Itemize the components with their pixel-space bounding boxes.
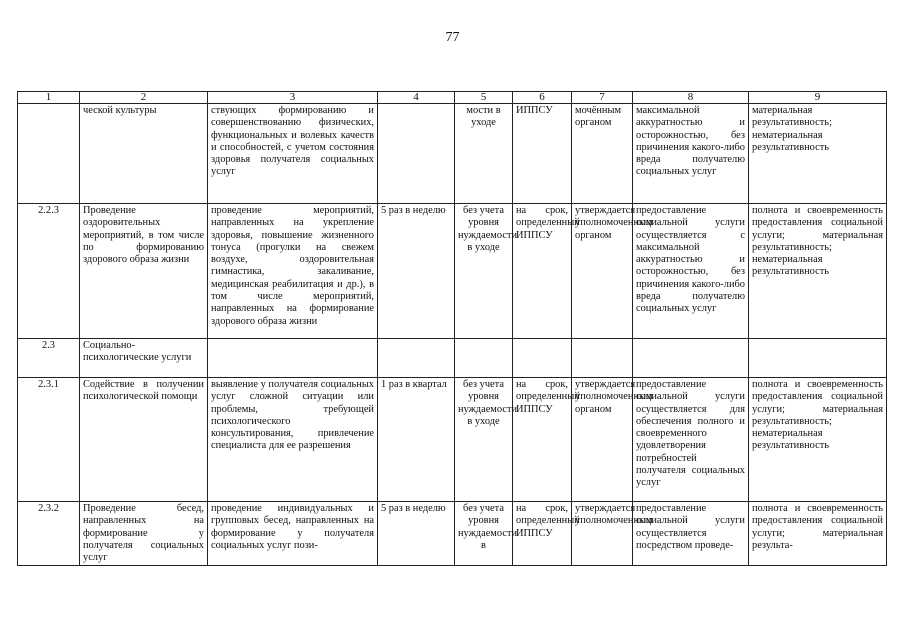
services-table bbox=[17, 91, 887, 566]
table-cell: Содействие в получении психологической помощи bbox=[80, 378, 208, 502]
table-cell bbox=[455, 339, 513, 378]
table-cell bbox=[513, 339, 572, 378]
table-cell: ческой культуры bbox=[80, 104, 208, 204]
table-cell: полнота и своевременность предоставления социальной услуги; материальная результативность; нематериальная результативность bbox=[749, 204, 887, 339]
table-cell: предоставление социальной услуги осуществляется посредством проведе- bbox=[633, 502, 749, 566]
table-cell bbox=[378, 104, 455, 204]
column-header: 8 bbox=[633, 92, 749, 104]
table-cell: утверждается уполномоченным bbox=[572, 502, 633, 566]
table-cell: на срок, определенный ИППСУ bbox=[513, 502, 572, 566]
table-cell: проведение мероприятий, направленных на укрепление здоровья, повышение жизненного тонуса (прогулки на свежем воздухе, оздоровительная гимнастика, закаливание, медицинская реабилитация и др.), в том числе мероприятий, направленных на формирование здорового образа жизни bbox=[208, 204, 378, 339]
table-cell: полнота и своевременность предоставления социальной услуги; материальная результативность; нематериальная результативность bbox=[749, 378, 887, 502]
table-cell: 5 раз в неделю bbox=[378, 502, 455, 566]
table-cell: ствующих формированию и совершенствованию физических, функциональных и волевых качеств и способностей, с учетом состояния здоровья получателя социальных услуг bbox=[208, 104, 378, 204]
table-row bbox=[18, 339, 887, 378]
table-row bbox=[18, 204, 887, 339]
table-cell: предоставление социальной услуги осуществляется с максимальной аккуратностью и осторожностью, без причинения какого-либо вреда получателю социальных услуг bbox=[633, 204, 749, 339]
table-cell: без учета уровня нуждаемости в уходе bbox=[455, 378, 513, 502]
table-cell bbox=[18, 104, 80, 204]
table-cell: утверждается уполномоченным органом bbox=[572, 378, 633, 502]
column-header: 1 bbox=[18, 92, 80, 104]
table-cell: предоставление социальной услуги осуществляется для обеспечения полного и своевременного удовлетворения потребностей получателя социальных услуг bbox=[633, 378, 749, 502]
table-cell: полнота и своевременность предоставления социальной услуги; материальная результа- bbox=[749, 502, 887, 566]
table-cell: на срок, определенный ИППСУ bbox=[513, 204, 572, 339]
column-header: 2 bbox=[80, 92, 208, 104]
header-row bbox=[18, 92, 887, 104]
table-cell: мочённым органом bbox=[572, 104, 633, 204]
column-header: 5 bbox=[455, 92, 513, 104]
table-row bbox=[18, 502, 887, 566]
column-header: 9 bbox=[749, 92, 887, 104]
table-cell: ИППСУ bbox=[513, 104, 572, 204]
table-cell: материальная результативность; нематериальная результативность bbox=[749, 104, 887, 204]
table-cell bbox=[633, 339, 749, 378]
column-header: 3 bbox=[208, 92, 378, 104]
table-cell: без учета уровня нуждаемости в bbox=[455, 502, 513, 566]
table-cell: на срок, определенный ИППСУ bbox=[513, 378, 572, 502]
column-header: 7 bbox=[572, 92, 633, 104]
table-cell: без учета уровня нуждаемости в уходе bbox=[455, 204, 513, 339]
table-cell bbox=[378, 339, 455, 378]
table-cell: 2.3 bbox=[18, 339, 80, 378]
table-cell: проведение индивидуальных и групповых бесед, направленных на формирование у получателя социальных услуг пози- bbox=[208, 502, 378, 566]
column-header: 4 bbox=[378, 92, 455, 104]
table-cell bbox=[208, 339, 378, 378]
table-cell: 2.3.1 bbox=[18, 378, 80, 502]
column-header: 6 bbox=[513, 92, 572, 104]
table-cell: Проведение бесед, направленных на формирование у получателя социальных услуг bbox=[80, 502, 208, 566]
table-row bbox=[18, 104, 887, 204]
table-cell bbox=[572, 339, 633, 378]
table-row bbox=[18, 378, 887, 502]
table-cell: 1 раз в квартал bbox=[378, 378, 455, 502]
table-cell: выявление у получателя социальных услуг сложной ситуации или проблемы, требующей психологического консультирования, привлечение специалиста для ее разрешения bbox=[208, 378, 378, 502]
table-cell: утверждается уполномоченным органом bbox=[572, 204, 633, 339]
page-number: 77 bbox=[445, 30, 460, 45]
table-cell bbox=[749, 339, 887, 378]
table-cell: Проведение оздоровительных мероприятий, в том числе по формированию здорового образа жизни bbox=[80, 204, 208, 339]
table-cell: максимальной аккуратностью и осторожностью, без причинения какого-либо вреда получателю социальных услуг bbox=[633, 104, 749, 204]
table-cell: мости в уходе bbox=[455, 104, 513, 204]
table-cell: 5 раз в неделю bbox=[378, 204, 455, 339]
table-cell: 2.3.2 bbox=[18, 502, 80, 566]
table-cell: Социально-психологические услуги bbox=[80, 339, 208, 378]
table-cell: 2.2.3 bbox=[18, 204, 80, 339]
